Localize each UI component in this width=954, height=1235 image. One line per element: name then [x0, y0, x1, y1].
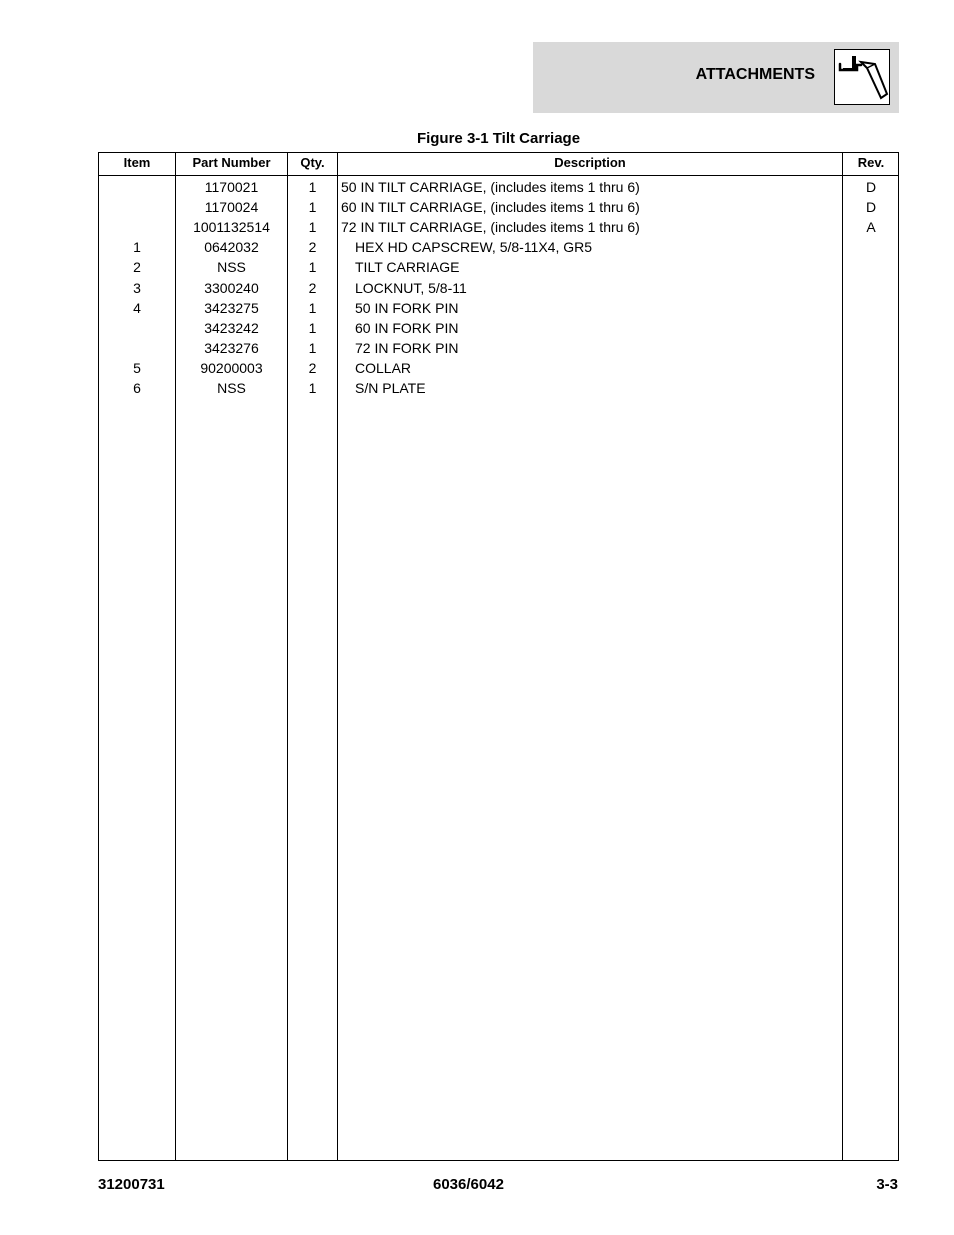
part-number-cell: 3423276 — [204, 339, 259, 356]
description-cell: 60 IN FORK PIN — [355, 319, 459, 336]
description-cell: 50 IN TILT CARRIAGE, (includes items 1 thru 6) — [341, 179, 640, 195]
revision-cell: A — [866, 219, 876, 236]
description-cell: TILT CARRIAGE — [355, 259, 460, 276]
quantity-cell: 1 — [308, 199, 317, 216]
table-row — [99, 318, 898, 338]
part-number-cell: 90200003 — [200, 359, 263, 376]
footer-model: 6036/6042 — [433, 1176, 504, 1193]
figure-title: Figure 3-1 Tilt Carriage — [416, 130, 581, 147]
revision-cell: D — [865, 199, 877, 216]
quantity-cell: 1 — [308, 299, 317, 316]
table-row — [99, 237, 898, 257]
table-row — [99, 177, 898, 197]
description-cell: S/N PLATE — [355, 380, 426, 396]
description-cell: LOCKNUT, 5/8-11 — [355, 279, 467, 296]
quantity-cell: 1 — [308, 179, 317, 195]
section-title: ATTACHMENTS — [695, 66, 815, 83]
revision-cell: D — [865, 179, 877, 195]
part-number-cell: 3423242 — [204, 319, 259, 336]
part-number-cell: 0642032 — [204, 239, 259, 256]
table-row — [99, 217, 898, 237]
table-row — [99, 378, 898, 398]
quantity-cell: 1 — [308, 259, 317, 276]
part-number-cell: 3300240 — [204, 279, 259, 296]
parts-table — [98, 152, 899, 1161]
item-number-cell: 6 — [133, 380, 141, 396]
description-cell: 60 IN TILT CARRIAGE, (includes items 1 thru 6) — [341, 199, 640, 216]
description-cell: HEX HD CAPSCREW, 5/8-11X4, GR5 — [355, 239, 593, 256]
part-number-cell: NSS — [217, 259, 246, 276]
column-header-part-number: Part Number — [192, 155, 271, 170]
footer-doc-number: 31200731 — [98, 1176, 165, 1193]
quantity-cell: 1 — [308, 339, 317, 356]
column-header-item: Item — [123, 155, 151, 170]
column-header-description: Description — [554, 155, 626, 170]
quantity-cell: 2 — [308, 239, 317, 256]
footer-page-number: 3-3 — [876, 1176, 898, 1193]
item-number-cell: 4 — [133, 299, 141, 316]
description-cell: 50 IN FORK PIN — [355, 299, 459, 316]
quantity-cell: 1 — [308, 380, 317, 396]
item-number-cell: 5 — [133, 359, 141, 376]
description-cell: 72 IN FORK PIN — [355, 339, 459, 356]
part-number-cell: 3423275 — [204, 299, 259, 316]
part-number-cell: 1170021 — [204, 179, 259, 195]
column-header-qty: Qty. — [300, 155, 325, 170]
item-number-cell: 2 — [133, 259, 141, 276]
description-cell: 72 IN TILT CARRIAGE, (includes items 1 thru 6) — [341, 219, 640, 236]
table-row — [99, 278, 898, 298]
quantity-cell: 2 — [308, 279, 317, 296]
header-divider — [99, 175, 898, 176]
table-row — [99, 298, 898, 318]
description-cell: COLLAR — [355, 359, 412, 376]
quantity-cell: 1 — [308, 219, 317, 236]
part-number-cell: 1170024 — [204, 199, 259, 216]
table-row — [99, 338, 898, 358]
table-row — [99, 358, 898, 378]
quantity-cell: 2 — [308, 359, 317, 376]
column-header-rev: Rev. — [857, 155, 885, 170]
table-row — [99, 197, 898, 217]
item-number-cell: 1 — [133, 239, 141, 256]
part-number-cell: 1001132514 — [193, 219, 270, 236]
section-header — [533, 42, 899, 113]
table-row — [99, 257, 898, 277]
quantity-cell: 1 — [308, 319, 317, 336]
attachment-hook-icon — [834, 49, 890, 105]
part-number-cell: NSS — [217, 380, 246, 396]
item-number-cell: 3 — [133, 279, 141, 296]
